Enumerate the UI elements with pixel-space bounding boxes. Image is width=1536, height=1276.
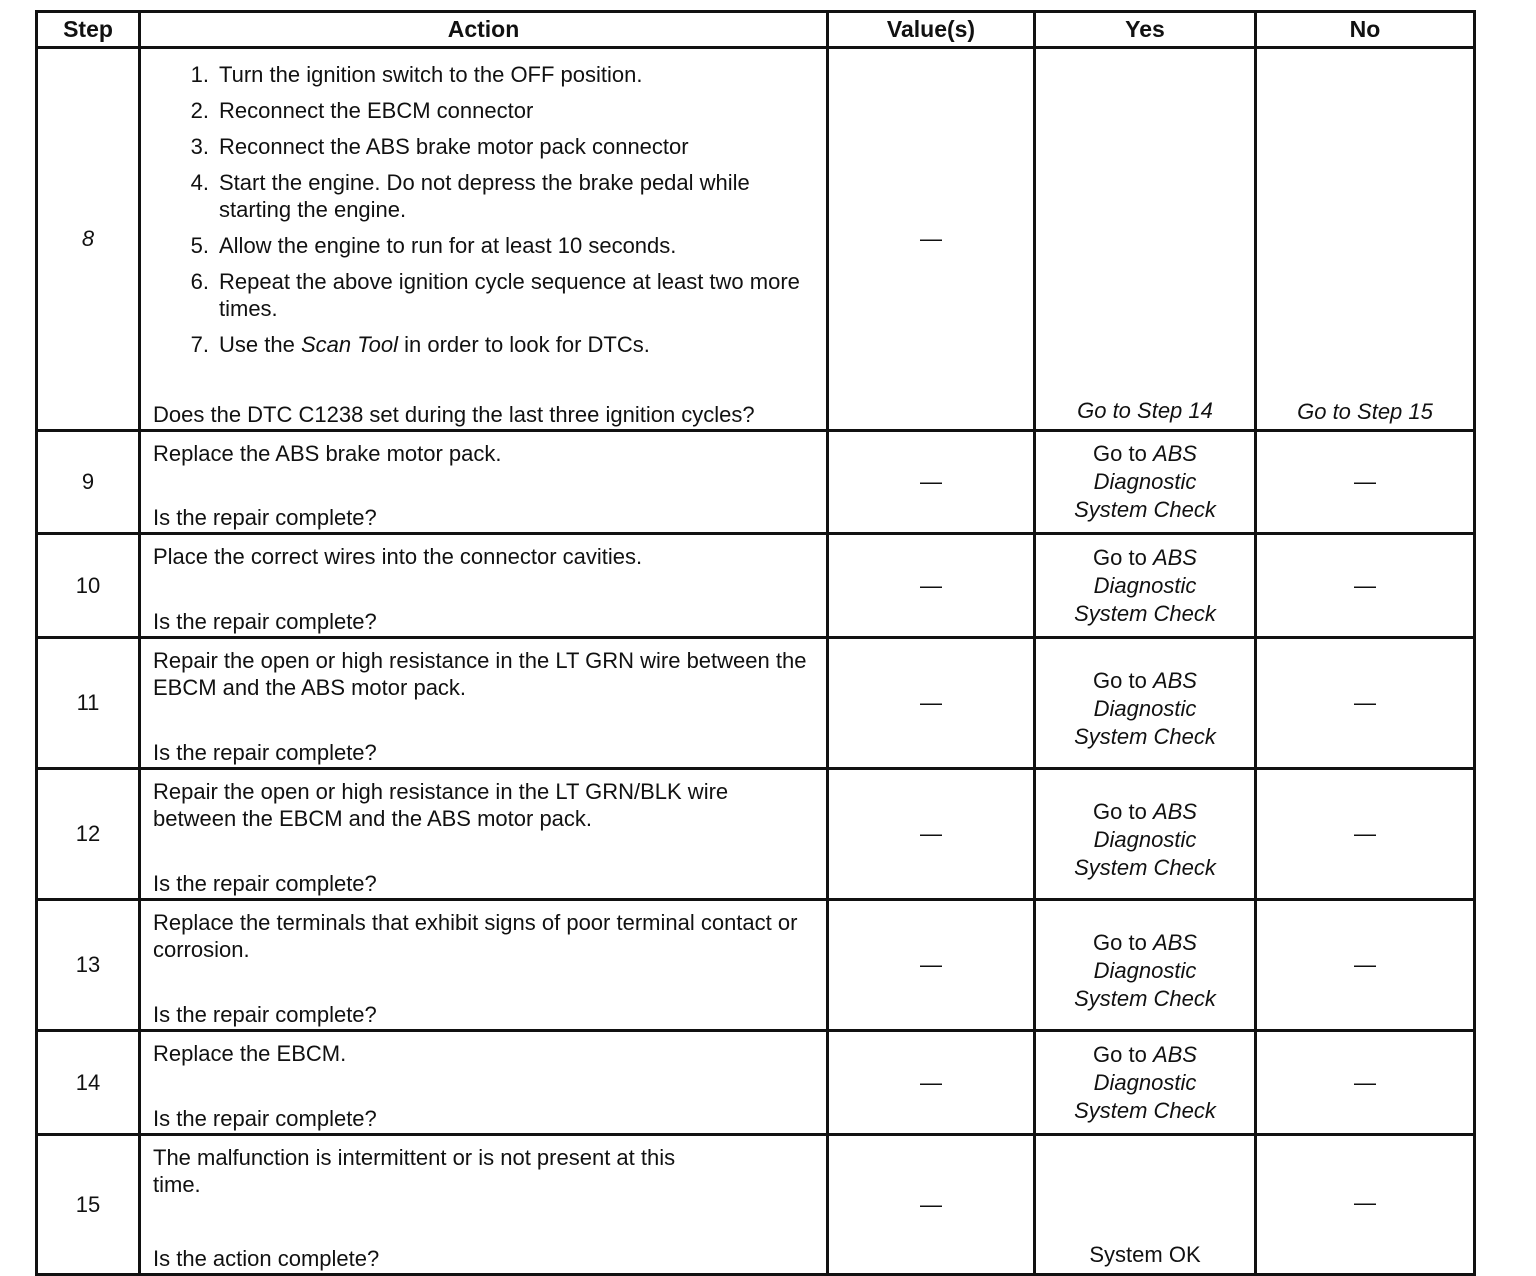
question-text: Is the repair complete? bbox=[153, 609, 377, 634]
header-yes: Yes bbox=[1035, 12, 1256, 48]
value-cell: — bbox=[828, 534, 1035, 638]
step-number: 15 bbox=[37, 1135, 140, 1275]
action-text: Repair the open or high resistance in the LT GRN/BLK wire between the EBCM and the ABS motor pack. bbox=[153, 779, 729, 831]
no-cell: — bbox=[1256, 534, 1475, 638]
action-text: Place the correct wires into the connector cavities. bbox=[153, 544, 643, 569]
yes-goto: Go to ABS Diagnostic System Check bbox=[1074, 1041, 1216, 1123]
procedure-list bbox=[153, 49, 814, 358]
action-cell bbox=[140, 900, 828, 1031]
action-text: Replace the terminals that exhibit signs of poor terminal contact or corrosion. bbox=[153, 910, 798, 962]
list-item: 2. Reconnect the EBCM connector bbox=[190, 98, 534, 123]
action-cell bbox=[140, 1135, 828, 1275]
step-number: 13 bbox=[37, 900, 140, 1031]
question-text: Does the DTC C1238 set during the last three ignition cycles? bbox=[153, 402, 755, 427]
table-row bbox=[37, 769, 1475, 900]
header-step: Step bbox=[37, 12, 140, 48]
no-cell: — bbox=[1256, 1031, 1475, 1135]
step-number: 14 bbox=[37, 1031, 140, 1135]
yes-cell bbox=[1035, 431, 1256, 534]
table-row bbox=[37, 48, 1475, 431]
list-item: 6. Repeat the above ignition cycle sequence at least two more times. bbox=[190, 269, 800, 321]
step-number: 12 bbox=[37, 769, 140, 900]
no-cell: — bbox=[1256, 1135, 1475, 1275]
list-item: 3. Reconnect the ABS brake motor pack connector bbox=[190, 134, 689, 159]
action-cell bbox=[140, 638, 828, 769]
no-cell: — bbox=[1256, 431, 1475, 534]
yes-goto: Go to ABS Diagnostic System Check bbox=[1074, 799, 1216, 880]
action-cell bbox=[140, 48, 828, 431]
header-no: No bbox=[1256, 12, 1475, 48]
step-number: 9 bbox=[37, 431, 140, 534]
table-row bbox=[37, 1135, 1475, 1275]
value-cell: — bbox=[828, 900, 1035, 1031]
no-cell: — bbox=[1256, 900, 1475, 1031]
step-number: 11 bbox=[37, 638, 140, 769]
diagnostic-table bbox=[35, 10, 1476, 1276]
yes-goto: Go to ABS Diagnostic System Check bbox=[1074, 668, 1216, 749]
table-row bbox=[37, 431, 1475, 534]
yes-cell bbox=[1035, 534, 1256, 638]
action-text: The malfunction is intermittent or is not present at this time. bbox=[153, 1145, 676, 1197]
value-cell: — bbox=[828, 638, 1035, 769]
question-text: Is the repair complete? bbox=[153, 1106, 377, 1131]
header-row bbox=[37, 12, 1475, 48]
no-cell: — bbox=[1256, 769, 1475, 900]
header-values: Value(s) bbox=[828, 12, 1035, 48]
list-item: 5. Allow the engine to run for at least 10 seconds. bbox=[190, 233, 677, 258]
action-cell bbox=[140, 431, 828, 534]
table-row bbox=[37, 900, 1475, 1031]
yes-goto: Go to ABS Diagnostic System Check bbox=[1074, 544, 1216, 626]
yes-goto: Go to ABS Diagnostic System Check bbox=[1074, 441, 1216, 522]
value-cell: — bbox=[828, 1031, 1035, 1135]
list-item: 7. Use the Scan Tool in order to look for DTCs. bbox=[190, 332, 650, 357]
question-text: Is the repair complete? bbox=[153, 871, 377, 896]
yes-result: System OK bbox=[1089, 1242, 1201, 1267]
yes-goto: Go to ABS Diagnostic System Check bbox=[1074, 930, 1216, 1011]
value-cell: — bbox=[828, 48, 1035, 431]
no-cell bbox=[1256, 48, 1475, 431]
no-cell: — bbox=[1256, 638, 1475, 769]
yes-cell bbox=[1035, 1135, 1256, 1275]
yes-goto: Go to Step 14 bbox=[1077, 398, 1213, 423]
yes-cell bbox=[1035, 48, 1256, 431]
scan-tool-term: Scan Tool bbox=[300, 332, 398, 357]
action-cell bbox=[140, 534, 828, 638]
question-text: Is the action complete? bbox=[153, 1246, 380, 1271]
yes-cell bbox=[1035, 769, 1256, 900]
list-item: 1. Turn the ignition switch to the OFF position. bbox=[190, 62, 643, 87]
yes-cell bbox=[1035, 638, 1256, 769]
action-text: Repair the open or high resistance in the LT GRN wire between the EBCM and the ABS motor pack. bbox=[153, 648, 807, 700]
step-number: 8 bbox=[37, 48, 140, 431]
question-text: Is the repair complete? bbox=[153, 1002, 377, 1027]
question-text: Is the repair complete? bbox=[153, 505, 377, 530]
yes-cell bbox=[1035, 900, 1256, 1031]
action-cell bbox=[140, 1031, 828, 1135]
yes-cell bbox=[1035, 1031, 1256, 1135]
value-cell: — bbox=[828, 1135, 1035, 1275]
no-goto: Go to Step 15 bbox=[1297, 399, 1433, 424]
action-text: Replace the ABS brake motor pack. bbox=[153, 441, 502, 466]
action-text: Replace the EBCM. bbox=[153, 1041, 347, 1066]
value-cell: — bbox=[828, 769, 1035, 900]
step-number: 10 bbox=[37, 534, 140, 638]
action-cell bbox=[140, 769, 828, 900]
question-text: Is the repair complete? bbox=[153, 740, 377, 765]
list-item: 4. Start the engine. Do not depress the brake pedal while starting the engine. bbox=[190, 170, 750, 222]
value-cell: — bbox=[828, 431, 1035, 534]
header-action: Action bbox=[140, 12, 828, 48]
table-row bbox=[37, 534, 1475, 638]
table-row bbox=[37, 1031, 1475, 1135]
table-row bbox=[37, 638, 1475, 769]
